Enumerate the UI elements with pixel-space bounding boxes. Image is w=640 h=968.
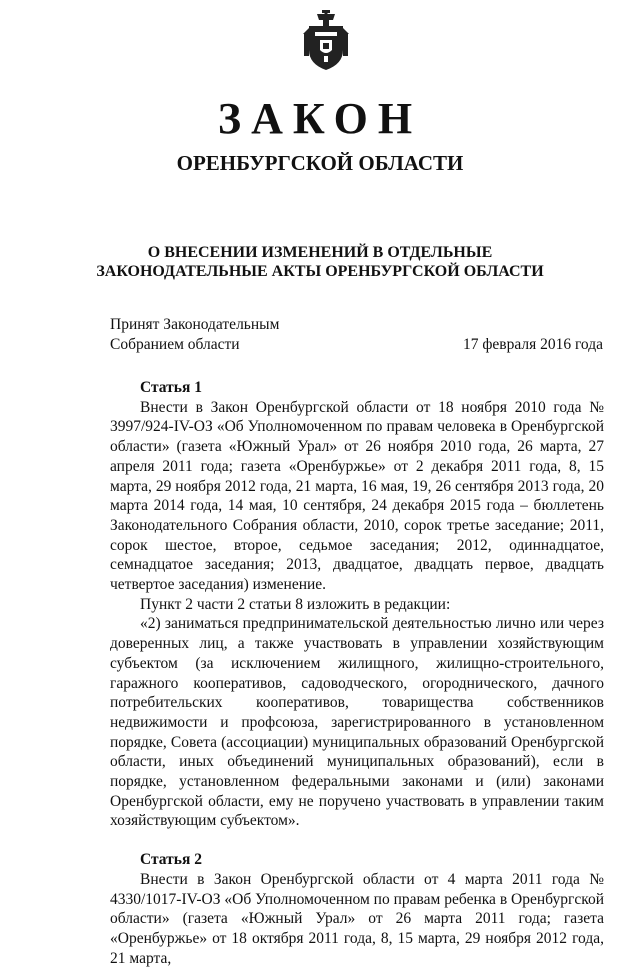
article-1-paragraph: «2) заниматься предпринимательской деятельностью лично или через доверенных лиц, а также участвовать в управлении хозяйствующим субъектом (за исключением жилищного, жилищно-строительного, гаражного кооперативов, садоводческого, огороднического, дачного потребительских кооперативов, товарищества собственников недвижимости и профсоюза, зарегистрированного в установленном порядке, Совета (ассоциации) муниципальных образований Оренбургской области, иных объединений муниципальных образований), если в порядке, установленном федеральными законами и (или) законами Оренбургской области, ему не поручено участвовать в управлении таким хозяйствующим субъектом». <box>110 615 604 830</box>
document-title: ЗАКОН <box>217 94 423 143</box>
article-1-title: Статья 1 <box>140 379 202 396</box>
adoption-line-2: Собранием области <box>110 336 240 353</box>
adoption-date: 17 февраля 2016 года <box>462 336 603 353</box>
adoption-line-1: Принят Законодательным <box>110 316 280 333</box>
article-1-paragraph: Пункт 2 части 2 статьи 8 изложить в редакции: <box>140 595 451 613</box>
article-spacer <box>110 831 604 850</box>
document-body <box>110 378 604 968</box>
law-title-line-2: ЗАКОНОДАТЕЛЬНЫЕ АКТЫ ОРЕНБУРГСКОЙ ОБЛАСТИ <box>96 263 544 280</box>
coat-of-arms-emblem <box>303 10 349 72</box>
adoption-note <box>110 315 279 355</box>
article-2-title: Статья 2 <box>140 851 202 869</box>
law-title-line-1: О ВНЕСЕНИИ ИЗМЕНЕНИЙ В ОТДЕЛЬНЫЕ <box>147 244 493 261</box>
article-2-paragraph: Внести в Закон Оренбургской области от 4 марта 2011 года № 4330/1017-IV-ОЗ «Об Уполномоченном по правам ребенка в Оренбургской области» (газета «Южный Урал» от 26 марта 2011 года; газета «Оренбуржье» от 18 октября 2011 года, 8, 15 марта, 29 ноября 2012 года, 21 марта, <box>110 870 604 967</box>
law-title <box>0 243 640 281</box>
document-subtitle: ОРЕНБУРГСКОЙ ОБЛАСТИ <box>176 151 464 175</box>
article-1-paragraph: Внести в Закон Оренбургской области от 18 ноября 2010 года № 3997/924-IV-ОЗ «Об Уполномоченном по правам человека в Оренбургской области» (газета «Южный Урал» от 26 ноября 2010 года, 26 марта, 27 апреля 2011 года; газета «Оренбуржье» от 2 декабря 2011 года, 8, 15 марта, 29 ноября 2012 года, 21 марта, 16 мая, 19, 26 сентября 2013 года, 20 марта 2014 года, 14 мая, 10 сентября, 24 декабря 2015 года – бюллетень Законодательного Собрания области, 2010, сорок третье заседание; 2011, сорок шестое, второе, седьмое заседания; 2012, одиннадцатое, семнадцатое заседания; 2013, двадцатое, двадцать первое, двадцать четвертое заседания) изменение. <box>110 398 604 594</box>
